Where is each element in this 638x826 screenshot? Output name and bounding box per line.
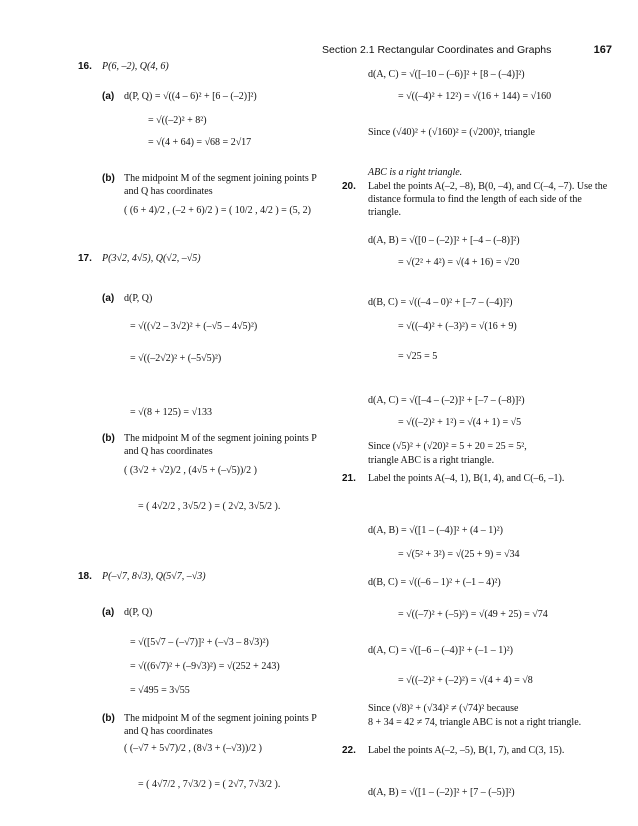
page-number: 167 [593,44,612,56]
equation-line: ( (–√7 + 5√7)/2 , (8√3 + (–√3))/2 ) [124,743,262,754]
page-header [322,44,612,56]
part-label-b: (b) [102,433,115,444]
equation-line: = √((–2√2)² + (–5√5)²) [130,353,222,364]
part-text: The midpoint M of the segment joining points P and Q has coordinates [124,433,317,457]
part-label-a: (a) [102,91,115,102]
equation-line: d(B, C) = √((–4 – 0)² + [–7 – (–4)]²) [368,297,513,308]
equation-line: = ( 4√2/2 , 3√5/2 ) = ( 2√2, 3√5/2 ). [138,501,281,512]
problem-text: Label the points A(–2, –8), B(0, –4), and C(–4, –7). Use the distance formula to find the length of each side of the triangle. [368,181,608,218]
equation-line: = √((–4)² + (–3)²) = √(16 + 9) [398,321,517,332]
equation-line: = √((–4)² + 12²) = √(16 + 144) = √160 [398,91,552,102]
equation-line: ( (3√2 + √2)/2 , (4√5 + (–√5))/2 ) [124,465,257,476]
problem-number: 16. [78,61,92,72]
problem-number: 22. [342,745,356,756]
equation-line: d(A, C) = √([–10 – (–6)]² + [8 – (–4)]²) [368,69,525,80]
problem-text: Label the points A(–4, 1), B(1, 4), and C(–6, –1). [368,473,565,484]
problem-text: Label the points A(–2, –5), B(1, 7), and C(3, 15). [368,745,565,756]
equation-line: = √(8 + 125) = √133 [130,407,213,418]
equation-line: d(A, B) = √([1 – (–4)]² + (4 – 1)²) [368,525,503,536]
text-line: ABC is a right triangle. [368,167,463,178]
equation-line: = √((–2)² + 8²) [148,115,207,126]
equation-line: d(B, C) = √((–6 – 1)² + (–1 – 4)²) [368,577,501,588]
text-line: Since (√8)² + (√34)² ≠ (√74)² because [368,703,519,714]
text-line: 8 + 34 = 42 ≠ 74, triangle ABC is not a right triangle. [368,717,582,728]
equation-line: = √(2² + 4²) = √(4 + 16) = √20 [398,257,520,268]
equation-line: = √([5√7 – (–√7)]² + (–√3 – 8√3)²) [130,637,269,648]
problem-number: 18. [78,571,92,582]
text-line: Since (√40)² + (√160)² = (√200)², triangle [368,127,535,138]
equation-line: d(A, B) = √([0 – (–2)]² + [–4 – (–8)]²) [368,235,520,246]
text-line: Since (√5)² + (√20)² = 5 + 20 = 25 = 5², [368,441,527,452]
problem-number: 20. [342,181,356,192]
problem-points: P(3√2, 4√5), Q(√2, –√5) [102,253,201,264]
equation-line: d(A, B) = √([1 – (–2)]² + [7 – (–5)]²) [368,787,515,798]
equation-line: ( (6 + 4)/2 , (–2 + 6)/2 ) = ( 10/2 , 4/2 ) = (5, 2) [124,205,311,216]
text-line: triangle ABC is a right triangle. [368,455,495,466]
equation-line: d(P, Q) [124,607,153,618]
equation-line: d(A, C) = √([–6 – (–4)]² + (–1 – 1)²) [368,645,513,656]
equation-line: = √((√2 – 3√2)² + (–√5 – 4√5)²) [130,321,258,332]
part-label-b: (b) [102,713,115,724]
part-label-a: (a) [102,607,115,618]
equation-line: d(P, Q) [124,293,153,304]
equation-line: = √((–2)² + 1²) = √(4 + 1) = √5 [398,417,522,428]
problem-points: P(–√7, 8√3), Q(5√7, –√3) [102,571,206,582]
equation-line: = √(4 + 64) = √68 = 2√17 [148,137,252,148]
equation-line: d(P, Q) = √((4 – 6)² + [6 – (–2)]²) [124,91,257,102]
part-label-a: (a) [102,293,115,304]
equation-line: = √((–2)² + (–2)²) = √(4 + 4) = √8 [398,675,533,686]
equation-line: = √((–7)² + (–5)²) = √(49 + 25) = √74 [398,609,548,620]
equation-line: = √((6√7)² + (–9√3)²) = √(252 + 243) [130,661,280,672]
part-text: The midpoint M of the segment joining points P and Q has coordinates [124,173,317,197]
part-text: The midpoint M of the segment joining points P and Q has coordinates [124,713,317,737]
equation-line: = ( 4√7/2 , 7√3/2 ) = ( 2√7, 7√3/2 ). [138,779,281,790]
section-title: Section 2.1 Rectangular Coordinates and Graphs [322,44,552,56]
equation-line: = √(5² + 3²) = √(25 + 9) = √34 [398,549,520,560]
problem-number: 17. [78,253,92,264]
equation-line: d(A, C) = √([–4 – (–2)]² + [–7 – (–8)]²) [368,395,525,406]
equation-line: = √495 = 3√55 [130,685,190,696]
equation-line: = √25 = 5 [398,351,438,362]
problem-number: 21. [342,473,356,484]
problem-points: P(6, –2), Q(4, 6) [102,61,169,72]
part-label-b: (b) [102,173,115,184]
